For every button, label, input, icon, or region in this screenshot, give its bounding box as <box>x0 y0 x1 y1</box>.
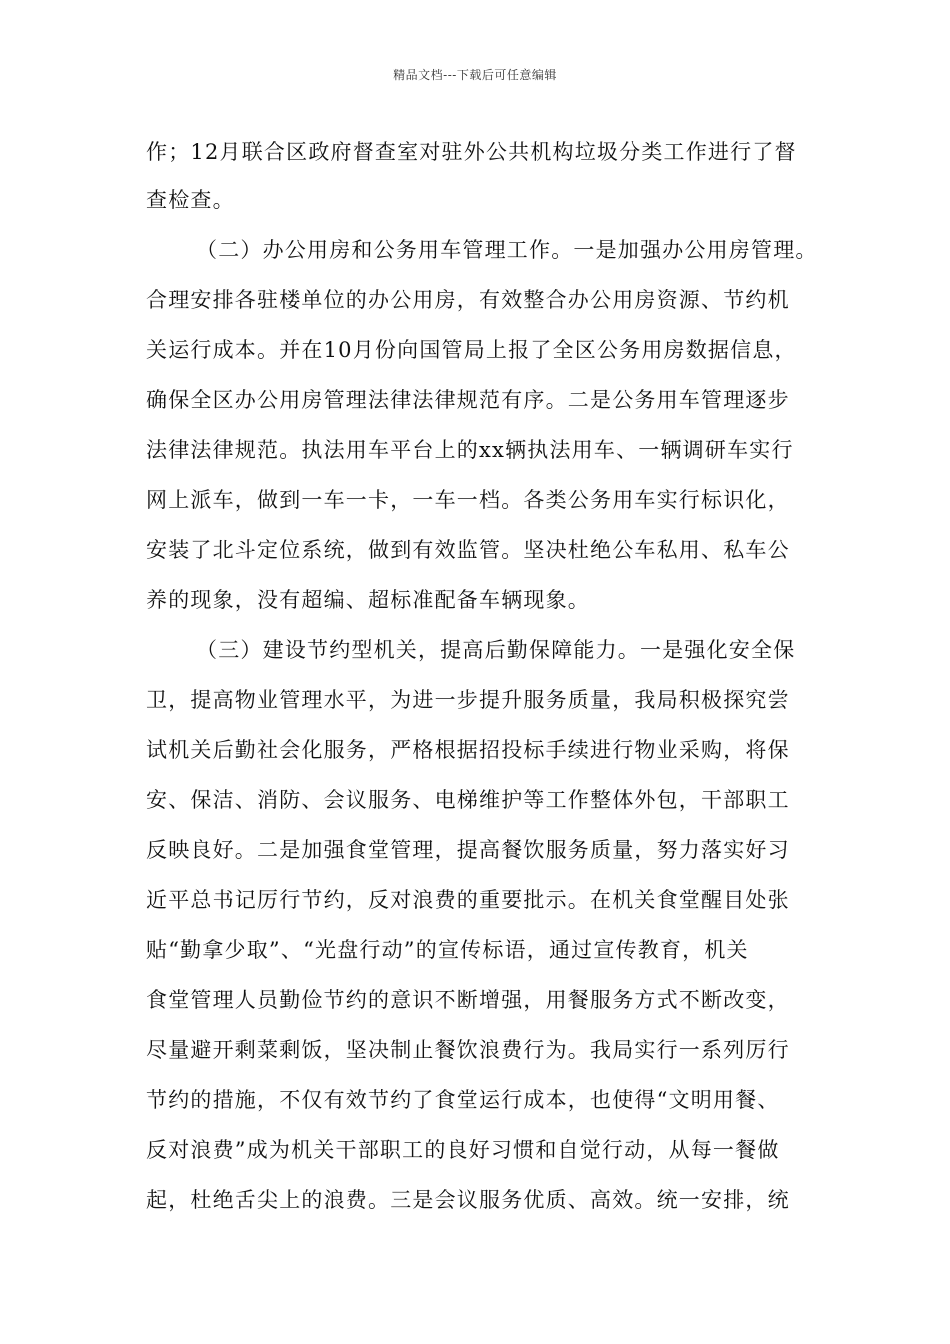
text-line: 法律法律规范。执法用车平台上的xx辆执法用车、一辆调研车实行 <box>146 438 794 462</box>
text-line: 确保全区办公用房管理法律法律规范有序。二是公务用车管理逐步 <box>146 388 790 412</box>
text-line: 安装了北斗定位系统，做到有效监管。坚决杜绝公车私用、私车公 <box>146 538 790 562</box>
text-line: 试机关后勤社会化服务，严格根据招投标手续进行物业采购，将保 <box>146 738 790 762</box>
paragraph-heading: （二）办公用房和公务用车管理工作。一是加强办公用房管理。 <box>196 238 818 262</box>
text-line: 起，杜绝舌尖上的浪费。三是会议服务优质、高效。统一安排，统 <box>146 1188 790 1212</box>
page-header: 精品文档---下载后可任意编辑 <box>393 68 557 82</box>
text-line: 近平总书记厉行节约，反对浪费的重要批示。在机关食堂醒目处张 <box>146 888 790 912</box>
text-line: 关运行成本。并在10月份向国管局上报了全区公务用房数据信息， <box>146 338 797 362</box>
paragraph-heading: （三）建设节约型机关，提高后勤保障能力。一是强化安全保 <box>196 638 796 662</box>
text-line: 合理安排各驻楼单位的办公用房，有效整合办公用房资源、节约机 <box>146 288 790 312</box>
text-line: 反映良好。二是加强食堂管理，提高餐饮服务质量，努力落实好习 <box>146 838 790 862</box>
text-line: 作；12月联合区政府督查室对驻外公共机构垃圾分类工作进行了督 <box>146 140 797 164</box>
text-line: 尽量避开剩菜剩饭，坚决制止餐饮浪费行为。我局实行一系列厉行 <box>146 1038 790 1062</box>
text-line: 贴“勤拿少取”、“光盘行动”的宣传标语，通过宣传教育，机关 <box>146 938 749 962</box>
text-line: 食堂管理人员勤俭节约的意识不断增强，用餐服务方式不断改变， <box>146 988 790 1012</box>
text-line: 反对浪费”成为机关干部职工的良好习惯和自觉行动，从每一餐做 <box>146 1138 780 1162</box>
text-line: 网上派车，做到一车一卡，一车一档。各类公务用车实行标识化， <box>146 488 790 512</box>
text-line: 节约的措施，不仅有效节约了食堂运行成本，也使得“文明用餐、 <box>146 1088 780 1112</box>
text-line: 安、保洁、消防、会议服务、电梯维护等工作整体外包，干部职工 <box>146 788 790 812</box>
text-line: 卫，提高物业管理水平，为进一步提升服务质量，我局积极探究尝 <box>146 688 790 712</box>
text-line: 查检查。 <box>146 188 235 212</box>
text-line: 养的现象，没有超编、超标准配备车辆现象。 <box>146 588 590 612</box>
